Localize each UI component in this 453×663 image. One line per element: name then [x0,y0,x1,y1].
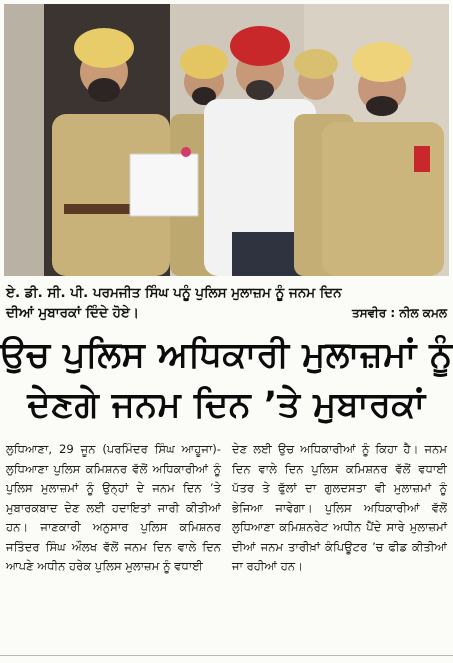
headline [0,330,453,430]
photo-caption [6,283,447,323]
caption-line-2: ਦੀਆਂ ਮੁਬਾਰਕਾਂ ਦਿੰਦੇ ਹੋਏ। [6,305,139,321]
caption-line-2-row [6,303,447,323]
bottom-divider [0,655,453,656]
photo-credit: ਤਸਵੀਰ : ਨੀਲ ਕਮਲ [352,306,447,320]
caption-line-1: ਏ. ਡੀ. ਸੀ. ਪੀ. ਪਰਮਜੀਤ ਸਿੰਘ ਪਨੂੰ ਪੁਲਿਸ ਮੁਲਾਜ਼ਮ ਨੂੰ ਜਨਮ ਦਿਨ [6,285,342,301]
article-column-1: ਲੁਧਿਆਣਾ, 29 ਜੂਨ (ਪਰਮਿੰਦਰ ਸਿੰਘ ਆਹੂਜਾ)-ਲੁਧਿਆਣਾ ਪੁਲਿਸ ਕਮਿਸ਼ਨਰ ਵੱਲੋਂ ਅਧਿਕਾਰੀਆਂ ਨੂੰ ਪੁਲਿਸ ਮੁਲਾਜ਼ਮਾਂ ਨੂੰ ਉਨ੍ਹਾਂ ਦੇ ਜਨਮ ਦਿਨ ’ਤੇ ਮੁਬਾਰਕਬਾਦ ਦੇਣ ਲਈ ਹਦਾਇਤਾਂ ਜਾਰੀ ਕੀਤੀਆਂ ਹਨ। ਜਾਣਕਾਰੀ ਅਨੁਸਾਰ ਪੁਲਿਸ ਕਮਿਸ਼ਨਰ ਜਤਿੰਦਰ ਸਿੰਘ ਔਲਖ ਵੱਲੋਂ ਜਨਮ ਦਿਨ ਵਾਲੇ ਦਿਨ ਆਪਣੇ ਅਧੀਨ ਹਰੇਕ ਪੁਲਿਸ ਮੁਲਾਜ਼ਮ ਨੂੰ ਵਧਾਈ [6,442,221,573]
news-photo [4,4,449,276]
article-body [6,440,447,577]
article-column-2: ਦੇਣ ਲਈ ਉਚ ਅਧਿਕਾਰੀਆਂ ਨੂੰ ਕਿਹਾ ਹੈ। ਜਨਮ ਦਿਨ ਵਾਲੇ ਦਿਨ ਪੁਲਿਸ ਕਮਿਸ਼ਨਰ ਵੱਲੋਂ ਵਧਾਈ ਪੱਤਰ ਤੇ ਫੁੱਲਾਂ ਦਾ ਗੁਲਦਸਤਾ ਵੀ ਮੁਲਾਜ਼ਮਾਂ ਨੂੰ ਭੇਜਿਆ ਜਾਵੇਗਾ। ਪੁਲਿਸ ਅਧਿਕਾਰੀਆਂ ਵੱਲੋਂ ਲੁਧਿਆਣਾ ਕਮਿਸ਼ਨਰੇਟ ਅਧੀਨ ਪੈਂਦੇ ਸਾਰੇ ਮੁਲਾਜ਼ਮਾਂ ਦੀਆਂ ਜਨਮ ਤਾਰੀਖ਼ਾਂ ਕੰਪਿਊਟਰ ’ਚ ਫੀਡ ਕੀਤੀਆਂ ਜਾ ਰਹੀਆਂ ਹਨ। [232,442,447,573]
photo-illustration [4,4,449,276]
headline-line-2: ਦੇਣਗੇ ਜਨਮ ਦਿਨ ’ਤੇ ਮੁਬਾਰਕਾਂ [27,385,426,425]
headline-line-1: ਉਚ ਪੁਲਿਸ ਅਧਿਕਾਰੀ ਮੁਲਾਜ਼ਮਾਂ ਨੂੰ [0,335,453,375]
